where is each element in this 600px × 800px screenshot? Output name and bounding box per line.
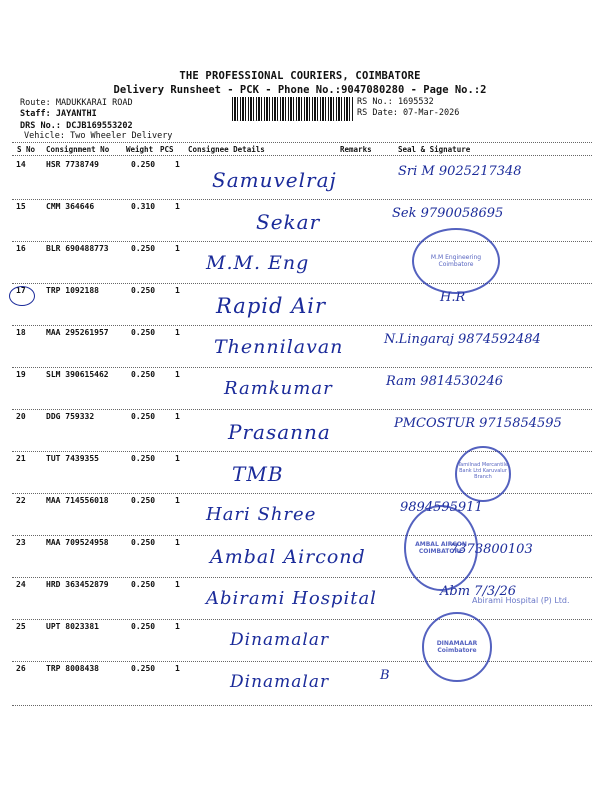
runsheet-subtitle: Delivery Runsheet - PCK - Phone No.:9047080280 - Page No.:2	[113, 84, 487, 96]
col-seal: Seal & Signature	[398, 145, 471, 154]
row-weight: 0.310	[131, 202, 156, 211]
row-consignee-handwritten: TMB	[232, 462, 284, 486]
row-pcs: 1	[175, 286, 180, 295]
col-pcs: PCS	[160, 145, 174, 154]
row-weight: 0.250	[131, 328, 156, 337]
col-weight: Weight	[126, 145, 154, 154]
rs-number: RS No.: 1695532	[357, 97, 434, 107]
row-weight: 0.250	[131, 622, 156, 631]
row-consignment-no: SLM 390615462	[46, 370, 109, 379]
route-line: Route: MADUKKARAI ROAD	[20, 98, 133, 108]
row-signature: PMCOSTUR 9715854595	[394, 416, 562, 431]
row-pcs: 1	[175, 160, 180, 169]
row-pcs: 1	[175, 202, 180, 211]
row-serial: 19	[16, 370, 26, 379]
row-consignee-handwritten: Thennilavan	[214, 336, 344, 358]
row-weight: 0.250	[131, 538, 156, 547]
row-consignee-handwritten: Rapid Air	[216, 294, 327, 318]
row-divider	[12, 493, 592, 494]
row-pcs: 1	[175, 244, 180, 253]
vehicle-line: Vehicle: Two Wheeler Delivery	[24, 131, 173, 141]
col-consignment: Consignment No	[46, 145, 110, 154]
row-signature: N.Lingaraj 9874592484	[384, 332, 541, 347]
row-signature: B	[380, 668, 390, 683]
staff-value: JAYANTHI	[55, 109, 97, 119]
row-consignment-no: MAA 714556018	[46, 496, 109, 505]
row-divider	[12, 577, 592, 578]
row-consignee-handwritten: Prasanna	[228, 420, 331, 444]
row-weight: 0.250	[131, 370, 156, 379]
row-signature: 7373800103	[450, 542, 533, 557]
row-consignment-no: MAA 295261957	[46, 328, 109, 337]
row-consignment-no: CMM 364646	[46, 202, 95, 211]
col-sno: S No	[17, 145, 36, 154]
row-serial: 18	[16, 328, 26, 337]
row-signature: H.R	[440, 290, 466, 305]
row-serial: 23	[16, 538, 26, 547]
row-weight: 0.250	[131, 412, 156, 421]
row-signature: Abm 7/3/26	[440, 584, 517, 599]
row-divider	[12, 451, 592, 452]
row-divider	[12, 283, 592, 284]
row-serial: 25	[16, 622, 26, 631]
row-signature: Sri M 9025217348	[398, 164, 522, 179]
row-consignment-no: HSR 7738749	[46, 160, 99, 169]
header-rule	[12, 142, 592, 143]
row-divider	[12, 199, 592, 200]
row-serial: 26	[16, 664, 26, 673]
barcode	[232, 97, 354, 121]
row-pcs: 1	[175, 412, 180, 421]
col-remarks: Remarks	[340, 145, 372, 154]
row-serial: 21	[16, 454, 26, 463]
row-consignee-handwritten: Ambal Aircond	[210, 546, 366, 568]
row-divider	[12, 325, 592, 326]
tmb-stamp: Tamilnad Mercantile Bank Ltd Karuvalur Branch	[455, 446, 511, 502]
row-consignment-no: HRD 363452879	[46, 580, 109, 589]
header-bottom-rule	[12, 155, 592, 156]
row-serial: 22	[16, 496, 26, 505]
staff-line: Staff: JAYANTHI	[20, 109, 97, 119]
mm-eng-stamp: M.M Engineering Coimbatore	[412, 228, 500, 294]
row-pcs: 1	[175, 496, 180, 505]
row-signature: Sek 9790058695	[392, 206, 504, 221]
row-serial: 14	[16, 160, 26, 169]
row-consignee-handwritten: Ramkumar	[224, 378, 333, 399]
row-divider	[12, 241, 592, 242]
row-divider	[12, 619, 592, 620]
row-weight: 0.250	[131, 244, 156, 253]
company-title: THE PROFESSIONAL COURIERS, COIMBATORE	[179, 70, 421, 82]
row-weight: 0.250	[131, 286, 156, 295]
row-consignee-handwritten: Sekar	[256, 210, 321, 234]
row-consignee-handwritten: Dinamalar	[230, 672, 330, 692]
row-divider	[12, 367, 592, 368]
row-weight: 0.250	[131, 454, 156, 463]
abirami-stamp: Abirami Hospital (P) Ltd.	[472, 596, 570, 605]
row-consignment-no: TRP 1092188	[46, 286, 99, 295]
dinamalar-stamp: DINAMALAR Coimbatore	[422, 612, 492, 682]
row-consignee-handwritten: Hari Shree	[206, 504, 317, 525]
row-signature: Ram 9814530246	[386, 374, 504, 389]
row-serial: 24	[16, 580, 26, 589]
row-serial: 16	[16, 244, 26, 253]
row-consignment-no: DDG 759332	[46, 412, 95, 421]
row-divider	[12, 705, 592, 706]
row-consignee-handwritten: Samuvelraj	[212, 168, 337, 192]
vehicle-value: Two Wheeler Delivery	[70, 131, 173, 141]
row-signature: 9894595911	[400, 500, 483, 515]
row-serial: 20	[16, 412, 26, 421]
row-divider	[12, 661, 592, 662]
row-weight: 0.250	[131, 160, 156, 169]
row-weight: 0.250	[131, 664, 156, 673]
row-consignee-handwritten: Dinamalar	[230, 630, 330, 650]
row-weight: 0.250	[131, 496, 156, 505]
drs-value: DCJB169553202	[66, 121, 133, 131]
row-serial: 17	[16, 286, 26, 295]
row-divider	[12, 535, 592, 536]
row-serial: 15	[16, 202, 26, 211]
row-pcs: 1	[175, 538, 180, 547]
row-consignment-no: MAA 709524958	[46, 538, 109, 547]
route-value: MADUKKARAI ROAD	[55, 98, 133, 108]
row-consignment-no: TUT 7439355	[46, 454, 99, 463]
row-17-circle-mark	[9, 286, 35, 306]
row-pcs: 1	[175, 454, 180, 463]
ambal-aircon-stamp: AMBAL AIRCON COIMBATORE	[404, 505, 478, 591]
row-weight: 0.250	[131, 580, 156, 589]
col-consignee: Consignee Details	[188, 145, 265, 154]
row-pcs: 1	[175, 664, 180, 673]
row-consignment-no: TRP 8008438	[46, 664, 99, 673]
row-pcs: 1	[175, 370, 180, 379]
rs-date: RS Date: 07-Mar-2026	[357, 108, 460, 118]
row-divider	[12, 409, 592, 410]
drs-line: DRS No.: DCJB169553202	[20, 121, 133, 131]
row-pcs: 1	[175, 328, 180, 337]
row-consignment-no: BLR 690488773	[46, 244, 109, 253]
row-pcs: 1	[175, 580, 180, 589]
row-consignment-no: UPT 8023381	[46, 622, 99, 631]
row-consignee-handwritten: Abirami Hospital	[206, 588, 377, 609]
row-pcs: 1	[175, 622, 180, 631]
row-consignee-handwritten: M.M. Eng	[206, 252, 310, 274]
